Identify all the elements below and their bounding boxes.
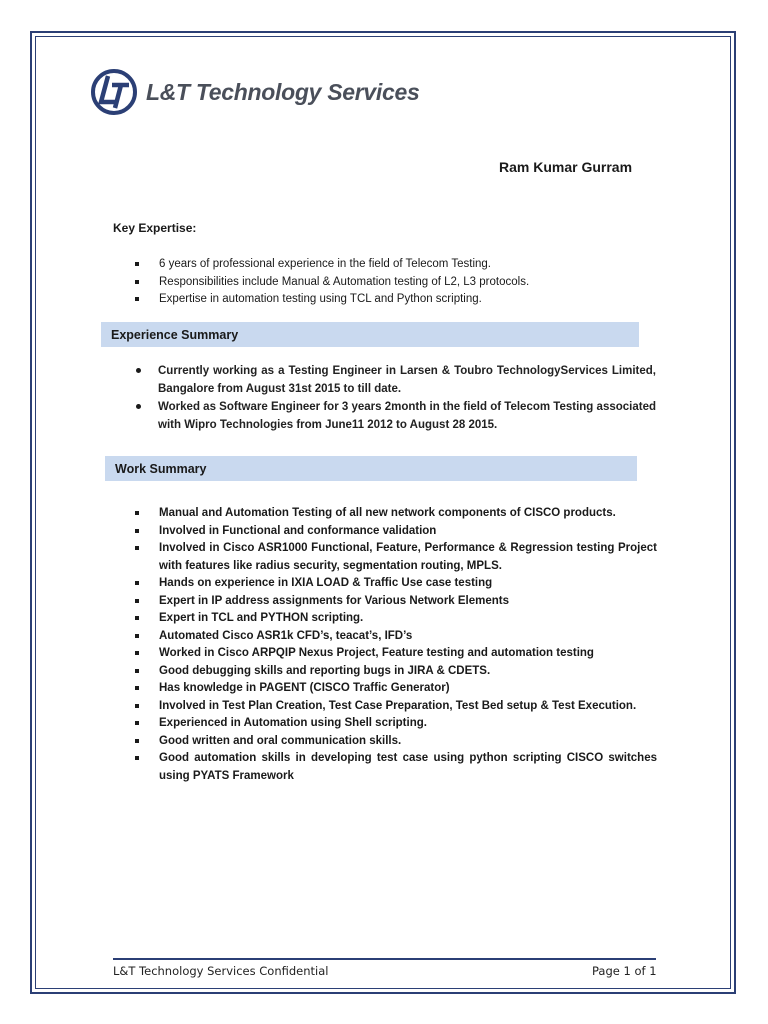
list-item: Responsibilities include Manual & Automation testing of L2, L3 protocols. xyxy=(135,274,675,292)
list-item: Good automation skills in developing test case using python scripting CISCO switches using PYATS Framework xyxy=(135,750,657,785)
work-summary-list xyxy=(135,505,657,785)
list-item: Expert in IP address assignments for Various Network Elements xyxy=(135,593,657,611)
square-bullet-icon xyxy=(135,651,139,655)
work-summary-heading: Work Summary xyxy=(105,456,637,481)
list-item: Expert in TCL and PYTHON scripting. xyxy=(135,610,657,628)
list-item: Experienced in Automation using Shell scripting. xyxy=(135,715,657,733)
company-logo xyxy=(90,68,419,116)
key-expertise-heading: Key Expertise: xyxy=(113,221,197,235)
list-item: Good written and oral communication skills. xyxy=(135,733,657,751)
square-bullet-icon xyxy=(135,529,139,533)
list-item: Good debugging skills and reporting bugs in JIRA & CDETS. xyxy=(135,663,657,681)
list-item: Involved in Test Plan Creation, Test Case Preparation, Test Bed setup & Test Execution. xyxy=(135,698,657,716)
square-bullet-icon xyxy=(135,669,139,673)
list-item: Involved in Functional and conformance validation xyxy=(135,523,657,541)
candidate-name: Ram Kumar Gurram xyxy=(499,159,633,175)
list-item: Currently working as a Testing Engineer in Larsen & Toubro TechnologyServices Limited, Bangalore from August 31st 2015 to till date. xyxy=(134,362,656,398)
experience-summary-heading: Experience Summary xyxy=(101,322,639,347)
list-item: Worked as Software Engineer for 3 years 2month in the field of Telecom Testing associated with Wipro Technologies from June11 2012 to August 28 2015. xyxy=(134,398,656,434)
key-expertise-list xyxy=(135,256,675,309)
square-bullet-icon xyxy=(135,511,139,515)
list-item: Automated Cisco ASR1k CFD’s, teacat’s, IFD’s xyxy=(135,628,657,646)
square-bullet-icon xyxy=(135,739,139,743)
lt-logo-icon xyxy=(90,68,138,116)
square-bullet-icon xyxy=(135,616,139,620)
square-bullet-icon xyxy=(135,297,139,301)
square-bullet-icon xyxy=(135,686,139,690)
square-bullet-icon xyxy=(135,280,139,284)
square-bullet-icon xyxy=(135,756,139,760)
list-item: Involved in Cisco ASR1000 Functional, Feature, Performance & Regression testing Project with features like radius security, segmentation routing, MPLS. xyxy=(135,540,657,575)
square-bullet-icon xyxy=(135,262,139,266)
footer-confidential: L&T Technology Services Confidential xyxy=(113,964,329,978)
page-number: Page 1 of 1 xyxy=(592,964,657,978)
footer-divider xyxy=(113,958,656,960)
list-item: Has knowledge in PAGENT (CISCO Traffic Generator) xyxy=(135,680,657,698)
square-bullet-icon xyxy=(135,546,139,550)
square-bullet-icon xyxy=(135,721,139,725)
square-bullet-icon xyxy=(135,581,139,585)
square-bullet-icon xyxy=(135,704,139,708)
list-item: Manual and Automation Testing of all new network components of CISCO products. xyxy=(135,505,657,523)
list-item: Hands on experience in IXIA LOAD & Traffic Use case testing xyxy=(135,575,657,593)
experience-summary-list xyxy=(134,362,656,434)
list-item: 6 years of professional experience in the field of Telecom Testing. xyxy=(135,256,675,274)
round-bullet-icon xyxy=(136,404,141,409)
square-bullet-icon xyxy=(135,634,139,638)
company-name: L&T Technology Services xyxy=(146,78,420,105)
round-bullet-icon xyxy=(136,368,141,373)
list-item: Expertise in automation testing using TCL and Python scripting. xyxy=(135,291,675,309)
square-bullet-icon xyxy=(135,599,139,603)
list-item: Worked in Cisco ARPQIP Nexus Project, Feature testing and automation testing xyxy=(135,645,657,663)
